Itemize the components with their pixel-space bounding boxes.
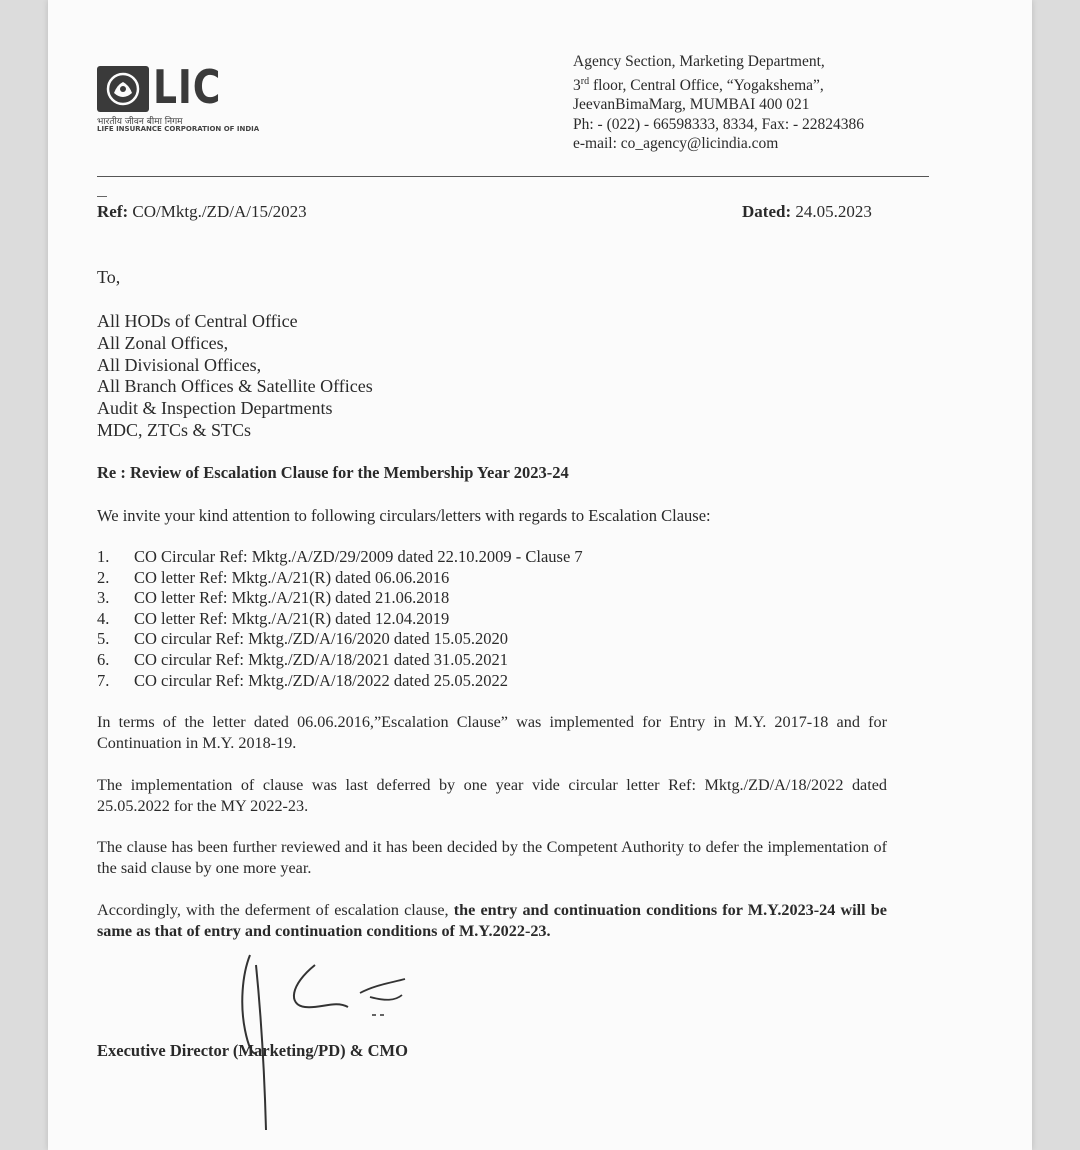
list-item bbox=[97, 547, 583, 568]
recipient: Audit & Inspection Departments bbox=[97, 398, 333, 419]
item-text: CO circular Ref: Mktg./ZD/A/16/2020 dated 15.05.2020 bbox=[134, 629, 508, 649]
conclusion-plain: Accordingly, with the deferment of escalation clause, bbox=[97, 901, 454, 919]
salutation: To, bbox=[97, 267, 121, 287]
list-item bbox=[97, 629, 583, 650]
list-item bbox=[97, 650, 583, 671]
paragraph-conclusion bbox=[97, 900, 887, 941]
recipient-list bbox=[97, 311, 373, 442]
address-line-2 bbox=[573, 72, 864, 96]
reference-number bbox=[97, 202, 307, 222]
ref-value: CO/Mktg./ZD/A/15/2023 bbox=[128, 202, 307, 221]
address-line-5: e-mail: co_agency@licindia.com bbox=[573, 135, 779, 153]
subject-line: Re : Review of Escalation Clause for the Membership Year 2023-24 bbox=[97, 463, 569, 482]
letter-date bbox=[742, 202, 872, 222]
list-item bbox=[97, 609, 583, 630]
address-line-3: JeevanBimaMarg, MUMBAI 400 021 bbox=[573, 96, 810, 114]
item-text: CO circular Ref: Mktg./ZD/A/18/2022 dated 25.05.2022 bbox=[134, 670, 508, 690]
address-line-1: Agency Section, Marketing Department, bbox=[573, 53, 825, 70]
item-number: 1. bbox=[97, 547, 110, 566]
dated-label: Dated: bbox=[742, 202, 792, 221]
header-divider bbox=[97, 176, 929, 177]
recipient: All Zonal Offices, bbox=[97, 332, 229, 353]
item-number: 3. bbox=[97, 588, 110, 608]
list-item bbox=[97, 671, 583, 692]
item-number: 6. bbox=[97, 649, 110, 669]
small-mark bbox=[97, 196, 107, 197]
item-text: CO circular Ref: Mktg./ZD/A/18/2021 dated 31.05.2021 bbox=[134, 649, 508, 669]
item-text: CO letter Ref: Mktg./A/21(R) dated 06.06.2016 bbox=[134, 567, 450, 587]
item-text: CO letter Ref: Mktg./A/21(R) dated 12.04.2019 bbox=[134, 608, 450, 628]
conclusion-bold: the entry and continuation conditions for M.Y.2023-24 will be same as that of entry and continuation conditions of M.Y.2022-23. bbox=[97, 901, 887, 940]
signatory-title: Executive Director (Marketing/PD) & CMO bbox=[97, 1041, 408, 1060]
item-text: CO Circular Ref: Mktg./A/ZD/29/2009 dated 22.10.2009 - Clause 7 bbox=[134, 547, 583, 566]
office-address bbox=[573, 52, 864, 154]
paragraph-deferral: The implementation of clause was last deferred by one year vide circular letter Ref: Mktg./ZD/A/18/2022 dated 25.05.2022 for the MY 2022-23. bbox=[97, 776, 887, 815]
item-text: CO letter Ref: Mktg./A/21(R) dated 21.06.2018 bbox=[134, 588, 450, 608]
list-item bbox=[97, 568, 583, 589]
dated-value: 24.05.2023 bbox=[791, 202, 872, 221]
item-number: 4. bbox=[97, 608, 110, 628]
list-item bbox=[97, 588, 583, 609]
recipient: MDC, ZTCs & STCs bbox=[97, 419, 252, 440]
intro-paragraph: We invite your kind attention to following circulars/letters with regards to Escalation Clause: bbox=[97, 506, 711, 525]
paragraph-review: The clause has been further reviewed and it has been decided by the Competent Authority to defer the implementation of the said clause by one more year. bbox=[97, 838, 887, 877]
address-line-4: Ph: - (022) - 66598333, 8334, Fax: - 22824386 bbox=[573, 115, 865, 133]
floor-suffix: rd bbox=[580, 75, 590, 87]
floor-number: 3 bbox=[573, 76, 581, 94]
item-number: 7. bbox=[97, 670, 110, 690]
address-line-2-rest: floor, Central Office, “Yogakshema”, bbox=[589, 76, 824, 94]
lic-logo bbox=[97, 60, 277, 134]
recipient: All HODs of Central Office bbox=[97, 311, 298, 331]
ref-label: Ref: bbox=[97, 202, 129, 221]
logo-english-text: LIFE INSURANCE CORPORATION OF INDIA bbox=[97, 125, 260, 133]
logo-hindi-text: भारतीय जीवन बीमा निगम bbox=[97, 117, 183, 127]
paragraph-implementation: In terms of the letter dated 06.06.2016,”Escalation Clause” was implemented for Entry in M.Y. 2017-18 and for Continuation in M.Y. 2018-19. bbox=[97, 713, 887, 752]
recipient: All Divisional Offices, bbox=[97, 354, 262, 375]
item-number: 5. bbox=[97, 629, 110, 649]
reference-list bbox=[97, 547, 583, 691]
recipient: All Branch Offices & Satellite Offices bbox=[97, 376, 373, 397]
item-number: 2. bbox=[97, 567, 110, 587]
lic-emblem-icon bbox=[97, 66, 149, 112]
logo-text: LIC bbox=[153, 60, 222, 114]
